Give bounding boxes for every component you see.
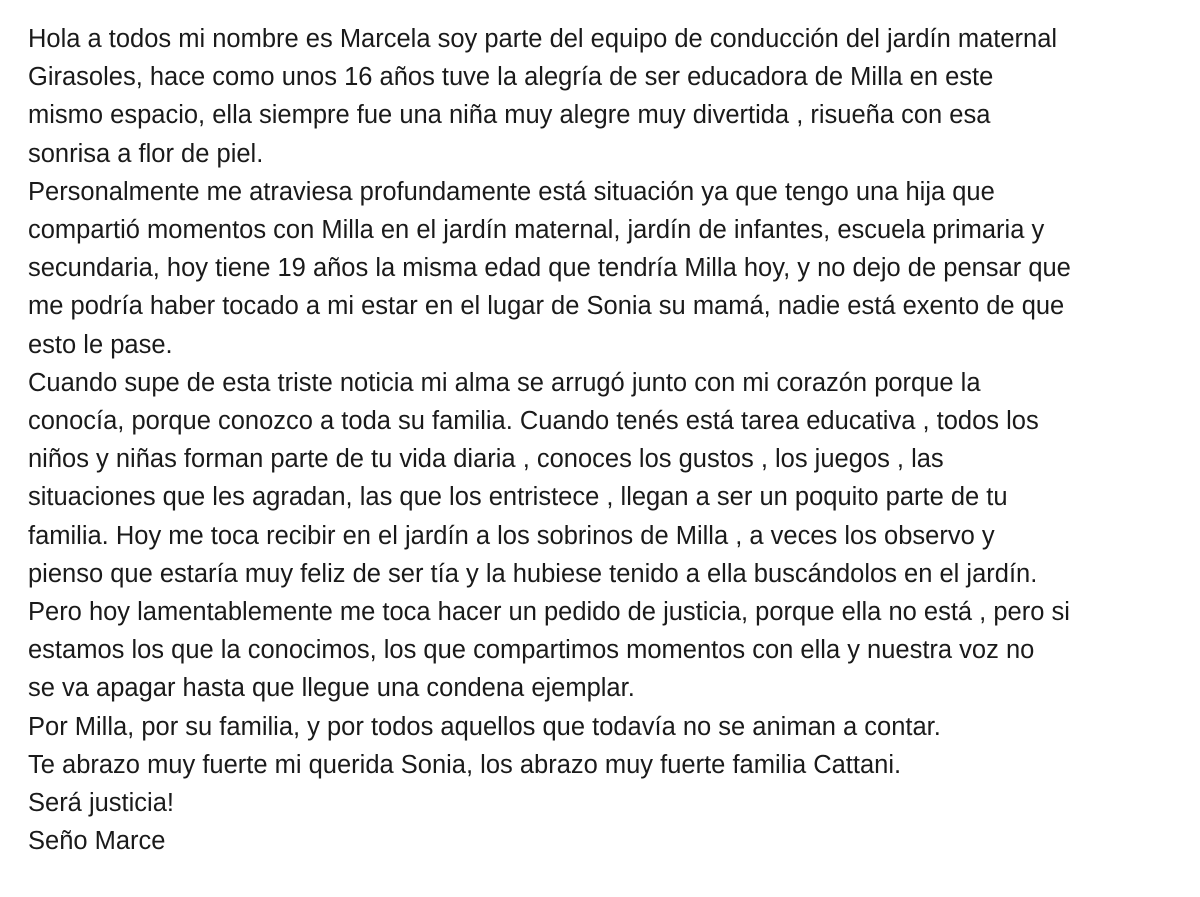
letter-line: Girasoles, hace como unos 16 años tuve la alegría de ser educadora de Milla en este [28,63,994,92]
letter-line: se va apagar hasta que llegue una condena ejemplar. [28,674,635,703]
letter-line: Cuando supe de esta triste noticia mi alma se arrugó junto con mi corazón porque la [28,368,981,397]
letter-line: situaciones que les agradan, las que los entristece , llegan a ser un poquito parte de tu [28,483,1008,512]
letter-line: conocía, porque conozco a toda su familia. Cuando tenés está tarea educativa , todos los [28,407,1039,436]
letter-line: mismo espacio, ella siempre fue una niña muy alegre muy divertida , risueña con esa [28,101,991,130]
letter-line: Hola a todos mi nombre es Marcela soy parte del equipo de conducción del jardín maternal [28,25,1058,53]
letter-line: compartió momentos con Milla en el jardín maternal, jardín de infantes, escuela primaria y [28,216,1045,245]
letter-line: secundaria, hoy tiene 19 años la misma edad que tendría Milla hoy, y no dejo de pensar que [28,254,1071,283]
letter-line: Personalmente me atraviesa profundamente está situación ya que tengo una hija que [28,177,995,206]
letter-line: familia. Hoy me toca recibir en el jardín a los sobrinos de Milla , a veces los observo y [28,521,995,550]
letter-line: Pero hoy lamentablemente me toca hacer un pedido de justicia, porque ella no está , pero si [28,598,1070,627]
letter-line: pienso que estaría muy feliz de ser tía y la hubiese tenido a ella buscándolos en el jardín. [28,559,1038,588]
letter-line: Te abrazo muy fuerte mi querida Sonia, los abrazo muy fuerte familia Cattani. [28,750,902,779]
letter-line: Por Milla, por su familia, y por todos aquellos que todavía no se animan a contar. [28,712,941,741]
letter-body [28,20,1188,860]
letter-line: sonrisa a flor de piel. [28,139,264,168]
letter-line: me podría haber tocado a mi estar en el lugar de Sonia su mamá, nadie está exento de que [28,292,1065,321]
letter-line: niños y niñas forman parte de tu vida diaria , conoces los gustos , los juegos , las [28,445,944,474]
signature: Seño Marce [28,827,166,856]
letter-line: estamos los que la conocimos, los que compartimos momentos con ella y nuestra voz no [28,636,1035,665]
letter-line: esto le pase. [28,330,173,359]
letter-line: Será justicia! [28,789,174,818]
